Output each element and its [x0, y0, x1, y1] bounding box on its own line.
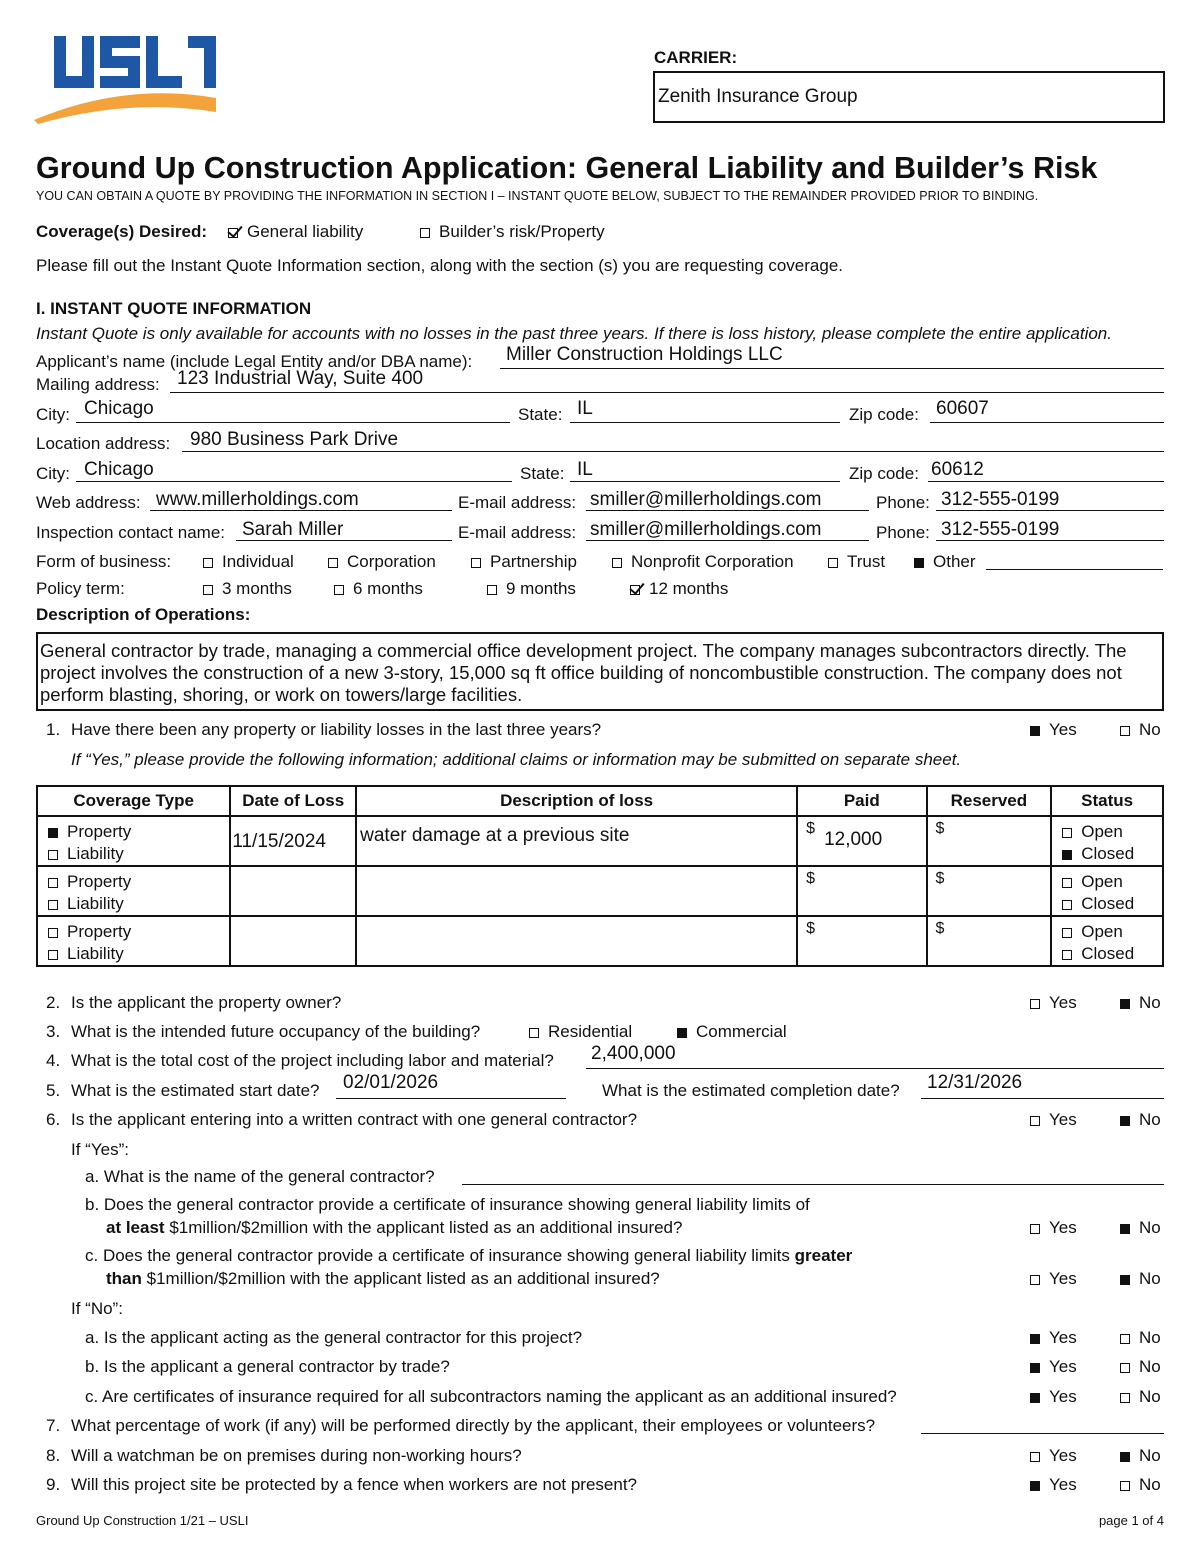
state-label: State:: [518, 405, 563, 424]
q6-text: Is the applicant entering into a written contract with one general contractor?: [71, 1110, 638, 1129]
inspection-email-label: E-mail address:: [458, 523, 577, 542]
policy-term-label: Policy term:: [36, 579, 125, 598]
zip2-label: Zip code:: [849, 464, 919, 483]
row2-liability-checkbox[interactable]: [48, 900, 58, 910]
q6b-yes-checkbox[interactable]: [1030, 1224, 1040, 1234]
row3-closed[interactable]: Closed: [1062, 943, 1162, 965]
q2-text: Is the applicant the property owner?: [71, 993, 342, 1012]
row1-liability[interactable]: Liability: [48, 843, 229, 865]
coverage-gl-option[interactable]: General liability: [228, 222, 363, 242]
q8-yes-checkbox[interactable]: [1030, 1452, 1040, 1462]
location-value: 980 Business Park Drive: [190, 429, 399, 450]
instructions: Please fill out the Instant Quote Information section, along with the section (s) you are requesting coverage.: [36, 256, 844, 275]
state-value: IL: [577, 398, 593, 419]
q5-end-value: 12/31/2026: [927, 1072, 1023, 1093]
q6c-no[interactable]: No: [1120, 1269, 1161, 1289]
table-row: [37, 916, 1163, 966]
q6a-text: a. What is the name of the general contractor?: [85, 1167, 435, 1186]
q8-no[interactable]: No: [1120, 1446, 1161, 1466]
web-label: Web address:: [36, 493, 141, 512]
term-6-months[interactable]: 6 months: [334, 579, 423, 599]
fob-corporation[interactable]: Corporation: [328, 552, 436, 572]
zip-label: Zip code:: [849, 405, 919, 424]
row1-desc: water damage at a previous site: [360, 825, 630, 846]
applicant-name-value: Miller Construction Holdings LLC: [506, 344, 783, 365]
inspection-email-value: smiller@millerholdings.com: [590, 519, 822, 540]
row3-desc-cell[interactable]: [356, 916, 797, 966]
q3-residential-checkbox[interactable]: [529, 1028, 539, 1038]
q7-text: What percentage of work (if any) will be performed directly by the applicant, their employees or volunteers?: [71, 1416, 876, 1435]
row2-desc-cell[interactable]: [356, 866, 797, 916]
q6nb-yes[interactable]: Yes: [1030, 1357, 1077, 1377]
q9-number: 9.: [46, 1475, 61, 1494]
term-9-months[interactable]: 9 months: [487, 579, 576, 599]
term-6-checkbox[interactable]: [334, 585, 344, 595]
q1-note: If “Yes,” please provide the following information; additional claims or information may be submitted on separate sheet.: [71, 750, 962, 769]
q1-no-checkbox[interactable]: [1120, 726, 1130, 736]
q6b-text-line2: at least $1million/$2million with the applicant listed as an additional insured?: [106, 1218, 683, 1237]
q7-number: 7.: [46, 1416, 61, 1435]
row2-paid-cell[interactable]: $: [797, 866, 926, 916]
fob-individual[interactable]: Individual: [203, 552, 294, 572]
q3-residential[interactable]: Residential: [529, 1022, 632, 1042]
fob-other-field[interactable]: [986, 548, 1163, 570]
row3-paid-cell[interactable]: $: [797, 916, 926, 966]
coverage-gl-checkbox[interactable]: [228, 228, 238, 238]
q6nb-no-checkbox[interactable]: [1120, 1363, 1130, 1373]
usli-logo: [34, 32, 219, 124]
q6nb-no[interactable]: No: [1120, 1357, 1161, 1377]
row1-paid: 12,000: [824, 829, 883, 850]
applicant-name-label: Applicant’s name (include Legal Entity and/or DBA name):: [36, 352, 473, 371]
q1-text: Have there been any property or liability losses in the last three years?: [71, 720, 602, 739]
q6b-yes[interactable]: Yes: [1030, 1218, 1077, 1238]
q6-yes-checkbox[interactable]: [1030, 1116, 1040, 1126]
page-subtitle: YOU CAN OBTAIN A QUOTE BY PROVIDING THE INFORMATION IN SECTION I – INSTANT QUOTE BELOW, SUBJECT TO THE REMAINDER PROVIDED PRIOR TO BINDING.: [36, 189, 1039, 203]
row3-liability[interactable]: Liability: [48, 943, 229, 965]
q8-yes[interactable]: Yes: [1030, 1446, 1077, 1466]
q6-if-no: If “No”:: [71, 1299, 123, 1318]
col-date-of-loss: Date of Loss: [230, 786, 356, 816]
row3-property[interactable]: Property: [48, 921, 229, 943]
q6c-yes-checkbox[interactable]: [1030, 1275, 1040, 1285]
row2-open[interactable]: Open: [1062, 871, 1162, 893]
table-row: [37, 866, 1163, 916]
q6c-text-line2: than $1million/$2million with the applicant listed as an additional insured?: [106, 1269, 660, 1288]
inspection-label: Inspection contact name:: [36, 523, 226, 542]
q6nc-no[interactable]: No: [1120, 1387, 1161, 1407]
row3-date-cell[interactable]: [230, 916, 356, 966]
row3-reserved-cell[interactable]: $: [927, 916, 1052, 966]
q5-text: What is the estimated start date?: [71, 1081, 320, 1100]
table-row: [37, 816, 1163, 866]
q6nc-no-checkbox[interactable]: [1120, 1393, 1130, 1403]
row3-liability-checkbox[interactable]: [48, 950, 58, 960]
fob-other-checkbox[interactable]: [914, 558, 924, 568]
col-reserved: Reserved: [927, 786, 1052, 816]
email-value: smiller@millerholdings.com: [590, 489, 822, 510]
fob-trust[interactable]: Trust: [828, 552, 885, 572]
fob-other[interactable]: Other: [914, 552, 976, 572]
fob-nonprofit[interactable]: Nonprofit Corporation: [612, 552, 794, 572]
operations-field[interactable]: [36, 632, 1164, 711]
q6-yes[interactable]: Yes: [1030, 1110, 1077, 1130]
row1-date: 11/15/2024: [232, 831, 326, 852]
inspection-name-value: Sarah Miller: [242, 519, 344, 540]
row1-desc-cell[interactable]: [356, 816, 797, 866]
q6nb-text: b. Is the applicant a general contractor by trade?: [85, 1357, 450, 1376]
row2-closed-checkbox[interactable]: [1062, 900, 1072, 910]
q6c-no-checkbox[interactable]: [1120, 1275, 1130, 1285]
row3-open-checkbox[interactable]: [1062, 928, 1072, 938]
row1-liability-checkbox[interactable]: [48, 850, 58, 860]
form-of-business-label: Form of business:: [36, 552, 172, 571]
q2-no[interactable]: No: [1120, 993, 1161, 1013]
row2-closed[interactable]: Closed: [1062, 893, 1162, 915]
row1-open-checkbox[interactable]: [1062, 828, 1072, 838]
q6na-no-checkbox[interactable]: [1120, 1334, 1130, 1344]
col-paid: Paid: [797, 786, 926, 816]
location-label: Location address:: [36, 434, 171, 453]
email-label: E-mail address:: [458, 493, 577, 512]
state2-field[interactable]: [570, 459, 840, 482]
loss-table: [36, 785, 1164, 967]
q3-number: 3.: [46, 1022, 61, 1041]
term-9-checkbox[interactable]: [487, 585, 497, 595]
q1-no[interactable]: No: [1120, 720, 1161, 740]
q6na-yes[interactable]: Yes: [1030, 1328, 1077, 1348]
city-label: City:: [36, 405, 70, 424]
q9-no[interactable]: No: [1120, 1475, 1161, 1495]
row1-closed[interactable]: Closed: [1062, 843, 1162, 865]
carrier-field[interactable]: [653, 71, 1165, 123]
q6nc-yes[interactable]: Yes: [1030, 1387, 1077, 1407]
row1-open[interactable]: Open: [1062, 821, 1162, 843]
q5-text2: What is the estimated completion date?: [602, 1081, 900, 1100]
row2-property[interactable]: Property: [48, 871, 229, 893]
q6na-text: a. Is the applicant acting as the general contractor for this project?: [85, 1328, 583, 1347]
inspection-phone-value: 312-555-0199: [941, 519, 1060, 540]
q4-number: 4.: [46, 1051, 61, 1070]
fob-corporation-checkbox[interactable]: [328, 558, 338, 568]
q8-text: Will a watchman be on premises during non-working hours?: [71, 1446, 522, 1465]
q1-yes-checkbox[interactable]: [1030, 726, 1040, 736]
q2-no-checkbox[interactable]: [1120, 999, 1130, 1009]
row3-open[interactable]: Open: [1062, 921, 1162, 943]
page-title: Ground Up Construction Application: General Liability and Builder’s Risk: [36, 151, 1098, 185]
q1-number: 1.: [46, 720, 61, 739]
row2-open-checkbox[interactable]: [1062, 878, 1072, 888]
mailing-value: 123 Industrial Way, Suite 400: [177, 368, 424, 389]
zip-value: 60607: [936, 398, 989, 419]
web-value: www.millerholdings.com: [156, 489, 359, 510]
term-12-months[interactable]: 12 months: [630, 579, 728, 599]
q6c-yes[interactable]: Yes: [1030, 1269, 1077, 1289]
term-12-checkbox[interactable]: [630, 585, 640, 595]
city2-value: Chicago: [84, 459, 154, 480]
row3-property-checkbox[interactable]: [48, 928, 58, 938]
q9-yes-checkbox[interactable]: [1030, 1481, 1040, 1491]
q6b-text-line1: b. Does the general contractor provide a certificate of insurance showing general liability limits of: [85, 1195, 810, 1214]
q6b-no[interactable]: No: [1120, 1218, 1161, 1238]
q5-number: 5.: [46, 1081, 61, 1100]
q6-number: 6.: [46, 1110, 61, 1129]
section1-note: Instant Quote is only available for accounts with no losses in the past three years. If there is loss history, please complete the entire application.: [36, 324, 1112, 343]
state-field[interactable]: [570, 400, 840, 423]
col-coverage-type: Coverage Type: [37, 786, 230, 816]
q3-text: What is the intended future occupancy of the building?: [71, 1022, 481, 1041]
footer-left: Ground Up Construction 1/21 – USLI: [36, 1513, 249, 1528]
q5-start-value: 02/01/2026: [343, 1072, 439, 1093]
q6-no[interactable]: No: [1120, 1110, 1161, 1130]
term-3-months[interactable]: 3 months: [203, 579, 292, 599]
q6nc-yes-checkbox[interactable]: [1030, 1393, 1040, 1403]
q6b-no-checkbox[interactable]: [1120, 1224, 1130, 1234]
row1-paid-cell[interactable]: $ 12,000: [797, 816, 926, 866]
q6a-field[interactable]: [462, 1162, 1164, 1185]
col-description: Description of loss: [356, 786, 797, 816]
carrier-value: Zenith Insurance Group: [658, 86, 858, 107]
zip2-value: 60612: [931, 459, 984, 480]
phone-label: Phone:: [876, 493, 930, 512]
loss-table-header: [37, 786, 1163, 816]
q2-number: 2.: [46, 993, 61, 1012]
q8-number: 8.: [46, 1446, 61, 1465]
footer-page-number: page 1 of 4: [1098, 1513, 1164, 1528]
fob-nonprofit-checkbox[interactable]: [612, 558, 622, 568]
coverage-br-checkbox[interactable]: [420, 228, 430, 238]
state2-value: IL: [577, 459, 593, 480]
q6na-no[interactable]: No: [1120, 1328, 1161, 1348]
q9-no-checkbox[interactable]: [1120, 1481, 1130, 1491]
mailing-label: Mailing address:: [36, 375, 160, 394]
city2-label: City:: [36, 464, 70, 483]
term-3-checkbox[interactable]: [203, 585, 213, 595]
row2-reserved-cell[interactable]: $: [927, 866, 1052, 916]
q2-yes-checkbox[interactable]: [1030, 999, 1040, 1009]
q6c-text-line1: c. Does the general contractor provide a certificate of insurance showing general liability limits greater: [85, 1246, 853, 1265]
row1-date-cell[interactable]: [230, 816, 356, 866]
q7-field[interactable]: [921, 1411, 1164, 1434]
row1-reserved-cell[interactable]: $: [927, 816, 1052, 866]
q6-if-yes: If “Yes”:: [71, 1140, 129, 1159]
q3-commercial[interactable]: Commercial: [677, 1022, 787, 1042]
q3-commercial-checkbox[interactable]: [677, 1028, 687, 1038]
q6-no-checkbox[interactable]: [1120, 1116, 1130, 1126]
section1-heading: I. INSTANT QUOTE INFORMATION: [36, 299, 312, 318]
coverage-label: Coverage(s) Desired:: [36, 222, 208, 241]
q4-value: 2,400,000: [591, 1043, 676, 1064]
operations-text: General contractor by trade, managing a commercial office development project. The company manages subcontractors directly. The project involves the construction of a new 3-story, 15,000 sq ft office building of noncombustible construction. The company does not perform blasting, shoring, or work on towers/large facilities.: [40, 640, 1127, 705]
q8-no-checkbox[interactable]: [1120, 1452, 1130, 1462]
phone-value: 312-555-0199: [941, 489, 1060, 510]
fob-partnership[interactable]: Partnership: [471, 552, 577, 572]
fob-partnership-checkbox[interactable]: [471, 558, 481, 568]
row2-liability[interactable]: Liability: [48, 893, 229, 915]
col-status: Status: [1051, 786, 1163, 816]
q6nc-text: c. Are certificates of insurance required for all subcontractors naming the applicant as an additional insured?: [85, 1387, 897, 1406]
q9-yes[interactable]: Yes: [1030, 1475, 1077, 1495]
row3-closed-checkbox[interactable]: [1062, 950, 1072, 960]
row2-date-cell[interactable]: [230, 866, 356, 916]
city-value: Chicago: [84, 398, 154, 419]
fob-individual-checkbox[interactable]: [203, 558, 213, 568]
row1-property-checkbox[interactable]: [48, 828, 58, 838]
coverage-br-option[interactable]: Builder’s risk/Property: [420, 222, 605, 242]
row1-property[interactable]: Property: [48, 821, 229, 843]
q4-text: What is the total cost of the project including labor and material?: [71, 1051, 554, 1070]
state2-label: State:: [520, 464, 565, 483]
carrier-label: CARRIER:: [654, 48, 738, 67]
q1-yes[interactable]: Yes: [1030, 720, 1077, 740]
q6nb-yes-checkbox[interactable]: [1030, 1363, 1040, 1373]
row1-closed-checkbox[interactable]: [1062, 850, 1072, 860]
q6na-yes-checkbox[interactable]: [1030, 1334, 1040, 1344]
inspection-phone-label: Phone:: [876, 523, 930, 542]
q9-text: Will this project site be protected by a fence when workers are not present?: [71, 1475, 638, 1494]
row2-property-checkbox[interactable]: [48, 878, 58, 888]
operations-label: Description of Operations:: [36, 605, 251, 624]
q2-yes[interactable]: Yes: [1030, 993, 1077, 1013]
fob-trust-checkbox[interactable]: [828, 558, 838, 568]
